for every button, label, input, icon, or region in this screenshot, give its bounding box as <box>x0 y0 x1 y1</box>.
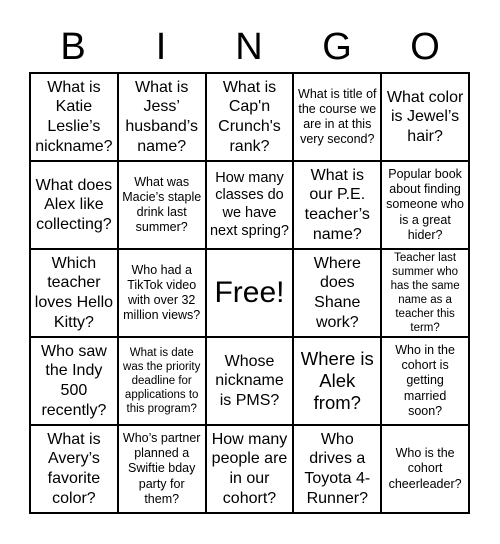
header-letter-n: N <box>235 26 265 68</box>
bingo-cell[interactable]: What is Jess’ husband’s name? <box>118 73 206 161</box>
bingo-cell[interactable]: Teacher last summer who has the same name as a teacher this term? <box>381 249 469 337</box>
bingo-cell[interactable]: What is Katie Leslie’s nickname? <box>30 73 118 161</box>
bingo-cell[interactable]: Popular book about finding someone who is a great hider? <box>381 161 469 249</box>
bingo-cell[interactable]: What is our P.E. teacher’s name? <box>293 161 381 249</box>
bingo-cell[interactable]: What was Macie’s staple drink last summer? <box>118 161 206 249</box>
free-space-cell[interactable]: Free! <box>206 249 294 337</box>
bingo-cell[interactable]: Which teacher loves Hello Kitty? <box>30 249 118 337</box>
bingo-cell[interactable]: What does Alex like collecting? <box>30 161 118 249</box>
bingo-cell[interactable]: What is title of the course we are in at this very second? <box>293 73 381 161</box>
bingo-header <box>30 22 470 72</box>
bingo-cell[interactable]: How many people are in our cohort? <box>206 425 294 513</box>
bingo-cell[interactable]: Where does Shane work? <box>293 249 381 337</box>
header-letter-b: B <box>60 26 88 68</box>
bingo-cell[interactable]: Who saw the Indy 500 recently? <box>30 337 118 425</box>
bingo-card-grid <box>29 72 470 514</box>
bingo-cell[interactable]: What color is Jewel’s hair? <box>381 73 469 161</box>
bingo-cell[interactable]: Whose nickname is PMS? <box>206 337 294 425</box>
bingo-cell[interactable]: Who is the cohort cheerleader? <box>381 425 469 513</box>
bingo-cell[interactable]: What is Cap'n Crunch's rank? <box>206 73 294 161</box>
bingo-cell[interactable]: Who’s partner planned a Swiftie bday party for them? <box>118 425 206 513</box>
bingo-cell[interactable]: What is Avery’s favorite color? <box>30 425 118 513</box>
bingo-cell[interactable]: Where is Alek from? <box>293 337 381 425</box>
bingo-cell[interactable]: Who in the cohort is getting married soon? <box>381 337 469 425</box>
bingo-cell[interactable]: How many classes do we have next spring? <box>206 161 294 249</box>
bingo-cell[interactable]: Who drives a Toyota 4-Runner? <box>293 425 381 513</box>
bingo-cell[interactable]: Who had a TikTok video with over 32 million views? <box>118 249 206 337</box>
header-letter-o: O <box>410 26 442 68</box>
header-letter-g: G <box>322 26 354 68</box>
header-letter-i: I <box>155 26 169 68</box>
bingo-cell[interactable]: What is date was the priority deadline for applications to this program? <box>118 337 206 425</box>
